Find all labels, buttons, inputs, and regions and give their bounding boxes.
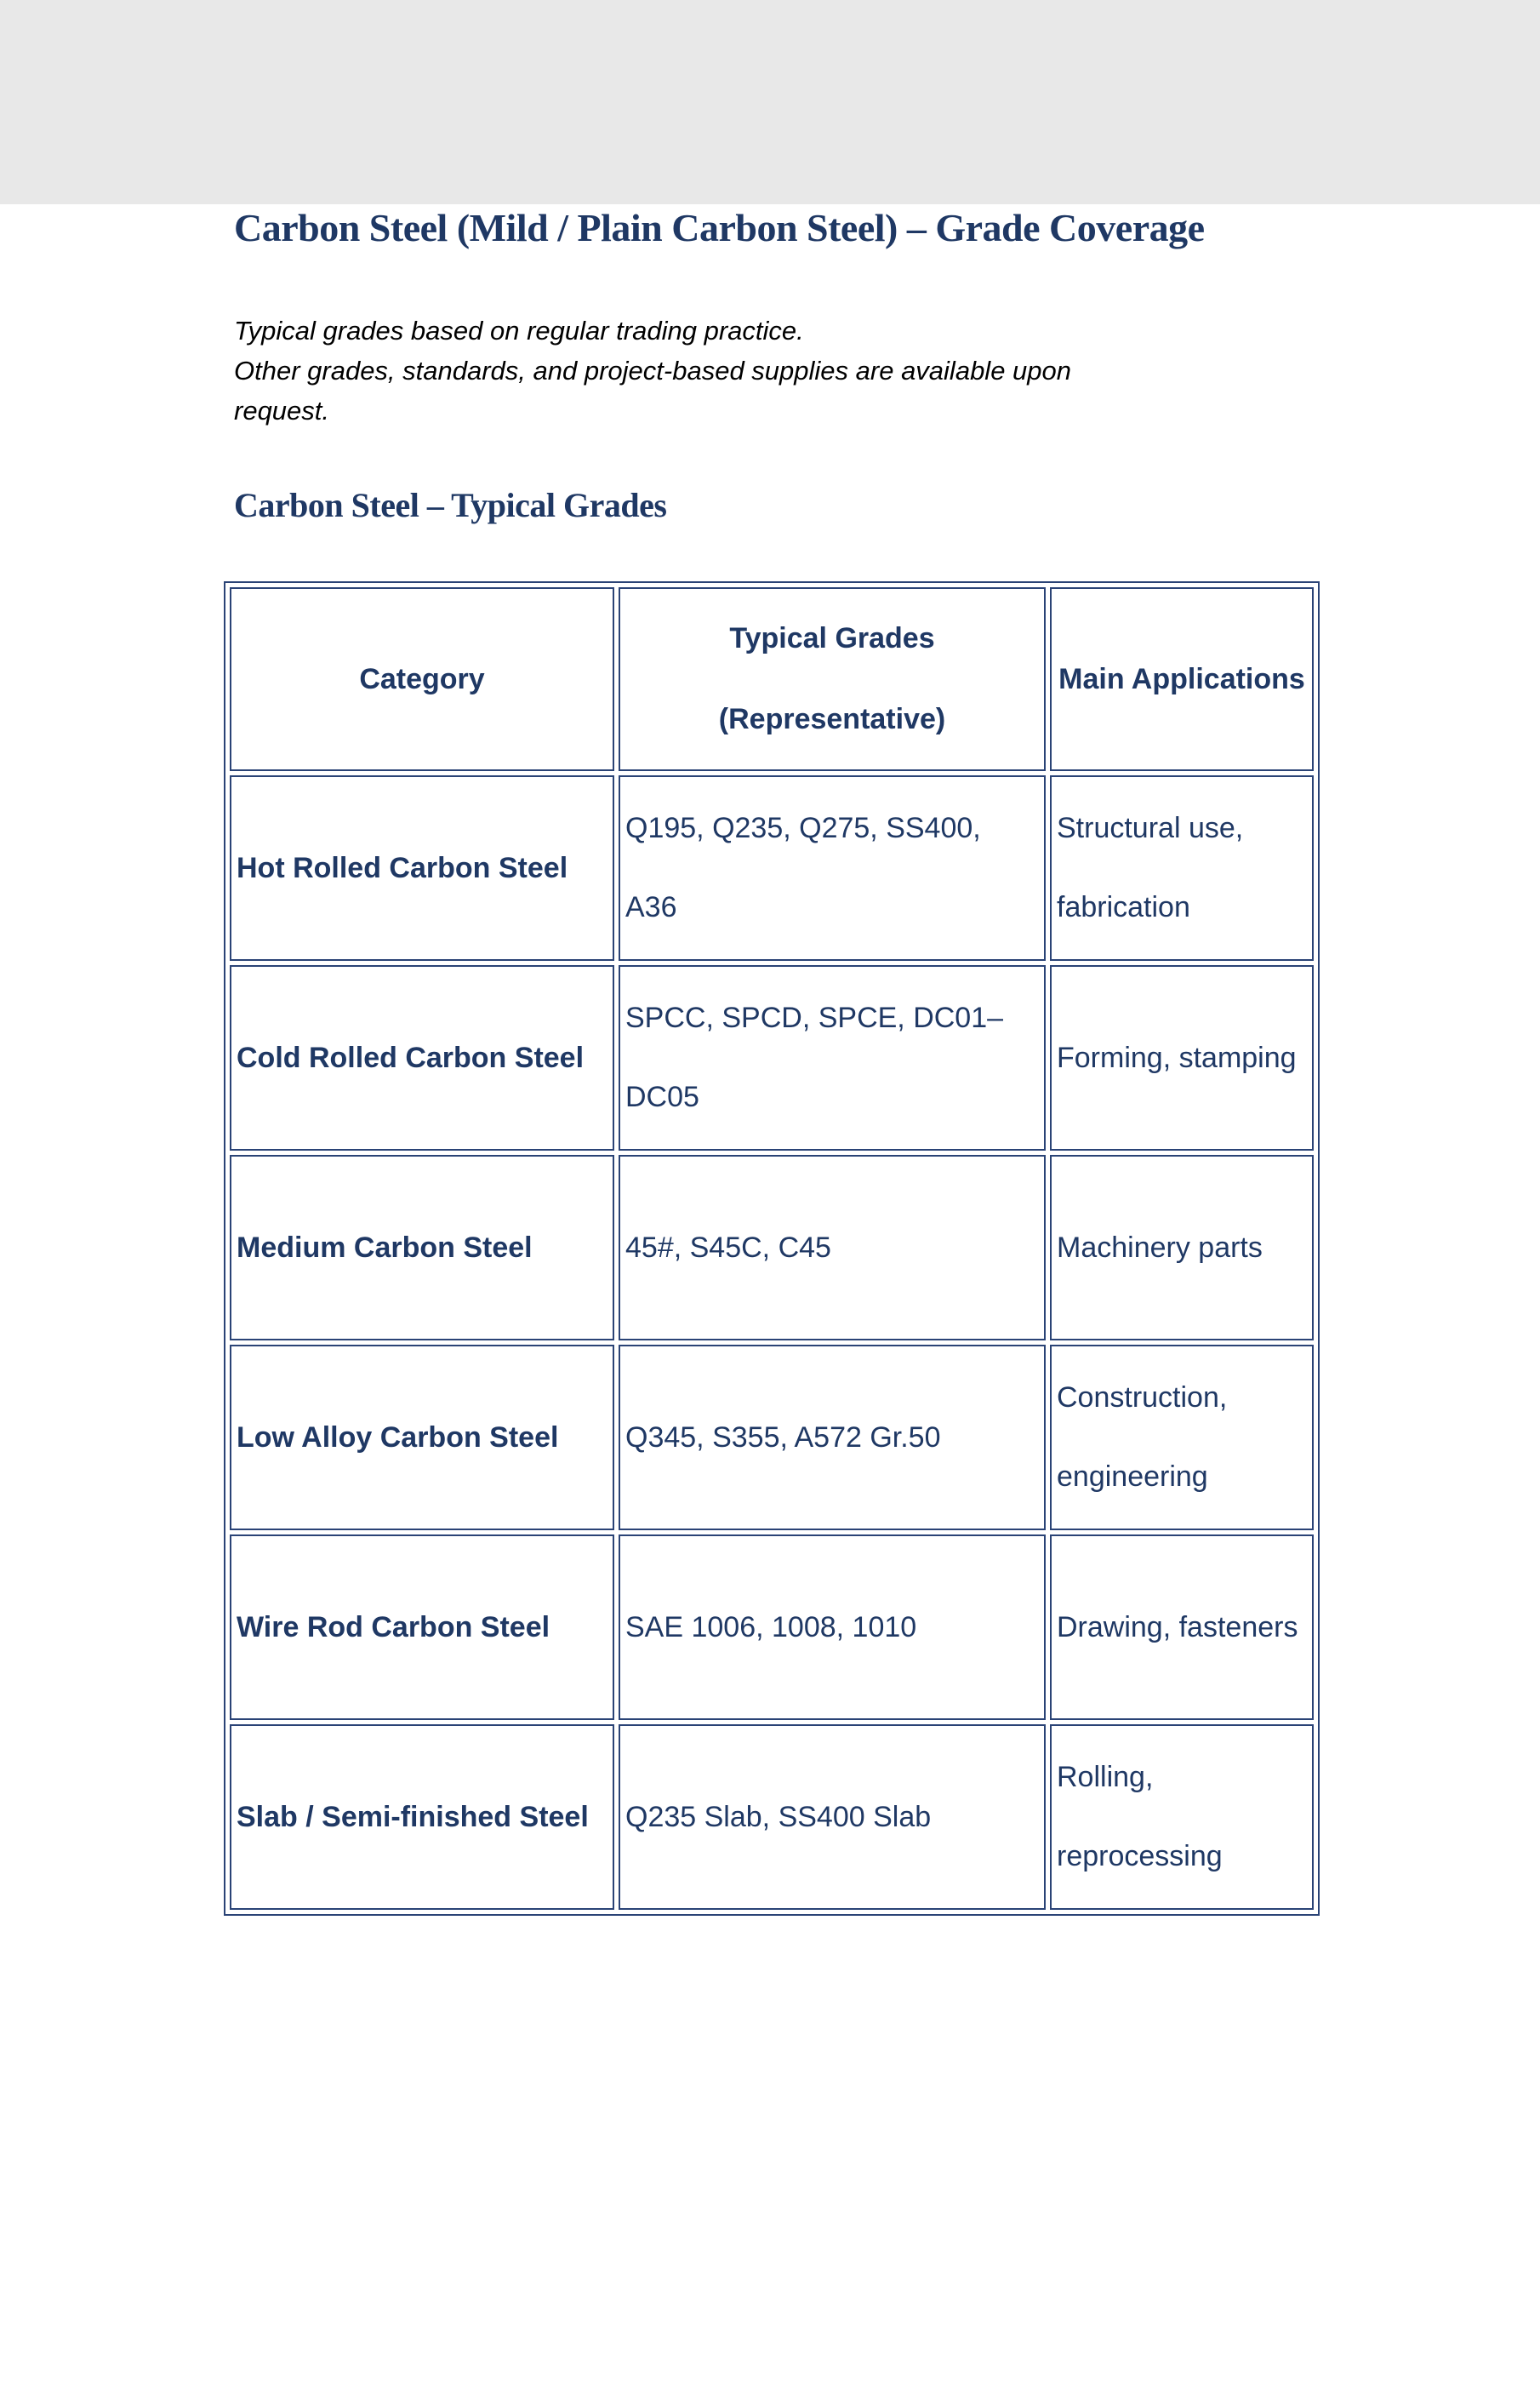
cell-line: Structural use, — [1057, 812, 1244, 844]
grades-cell — [619, 1534, 1046, 1720]
page-title: Carbon Steel (Mild / Plain Carbon Steel) – Grade Coverage — [234, 206, 1205, 249]
applications-cell — [1050, 1534, 1314, 1720]
section-heading: Carbon Steel – Typical Grades — [234, 486, 667, 524]
applications-cell — [1050, 775, 1314, 961]
applications-cell — [1050, 1155, 1314, 1340]
grades-cell — [619, 1724, 1046, 1910]
cell-line: SAE 1006, 1008, 1010 — [625, 1610, 917, 1643]
header-cell-main-applications — [1050, 587, 1314, 771]
intro-note-line-1: Typical grades based on regular trading practice. — [234, 316, 804, 346]
category-cell — [230, 965, 614, 1151]
cell-line: Machinery parts — [1057, 1231, 1263, 1264]
cell-line: SPCC, SPCD, SPCE, DC01– — [625, 1002, 1004, 1034]
cell-line: Q345, S355, A572 Gr.50 — [625, 1420, 941, 1454]
intro-note-line-2: Other grades, standards, and project-based supplies are available upon — [234, 356, 1072, 386]
cell-line: fabrication — [1057, 891, 1190, 923]
applications-cell — [1050, 1724, 1314, 1910]
cell-line: Low Alloy Carbon Steel — [237, 1420, 559, 1454]
grades-cell — [619, 775, 1046, 961]
cell-line: Hot Rolled Carbon Steel — [237, 851, 568, 884]
cell-line: Cold Rolled Carbon Steel — [237, 1041, 585, 1074]
header-line: Typical Grades — [729, 622, 935, 654]
grades-table — [224, 581, 1320, 1916]
table-row — [230, 1534, 1314, 1720]
header-line: Main Applications — [1058, 662, 1305, 695]
cell-line: Slab / Semi-finished Steel — [237, 1800, 589, 1833]
cell-line: engineering — [1057, 1460, 1208, 1493]
cell-line: Construction, — [1057, 1381, 1228, 1414]
cell-line: reprocessing — [1057, 1840, 1223, 1872]
category-cell — [230, 1155, 614, 1340]
intro-note-line-3: request. — [234, 396, 330, 426]
header-line: (Representative) — [718, 703, 946, 735]
cell-line: Forming, stamping — [1057, 1041, 1297, 1074]
cell-line: 45#, S45C, C45 — [625, 1231, 831, 1264]
header-cell-category — [230, 587, 614, 771]
table-row — [230, 1345, 1314, 1530]
cell-line: Q195, Q235, Q275, SS400, — [625, 812, 981, 844]
header-row — [230, 587, 1314, 771]
table-header — [230, 587, 1314, 771]
header-line: Category — [359, 662, 485, 695]
applications-cell — [1050, 1345, 1314, 1530]
applications-cell — [1050, 965, 1314, 1151]
table-row — [230, 1724, 1314, 1910]
table-row — [230, 1155, 1314, 1340]
cell-line: Medium Carbon Steel — [237, 1231, 533, 1264]
table-row — [230, 965, 1314, 1151]
header-cell-typical-grades — [619, 587, 1046, 771]
cell-line: Wire Rod Carbon Steel — [237, 1610, 550, 1643]
cell-line: DC05 — [625, 1081, 699, 1113]
category-cell — [230, 1534, 614, 1720]
grades-cell — [619, 1345, 1046, 1530]
cell-line: Drawing, fasteners — [1057, 1610, 1298, 1643]
grades-cell — [619, 1155, 1046, 1340]
cell-line: Q235 Slab, SS400 Slab — [625, 1800, 932, 1833]
intro-note — [234, 311, 1472, 431]
table-body — [230, 775, 1314, 1910]
cell-line: Rolling, — [1057, 1761, 1154, 1793]
grades-cell — [619, 965, 1046, 1151]
category-cell — [230, 1345, 614, 1530]
table-row — [230, 775, 1314, 961]
cell-line: A36 — [625, 891, 677, 923]
category-cell — [230, 775, 614, 961]
category-cell — [230, 1724, 614, 1910]
document-page — [0, 204, 1540, 2383]
